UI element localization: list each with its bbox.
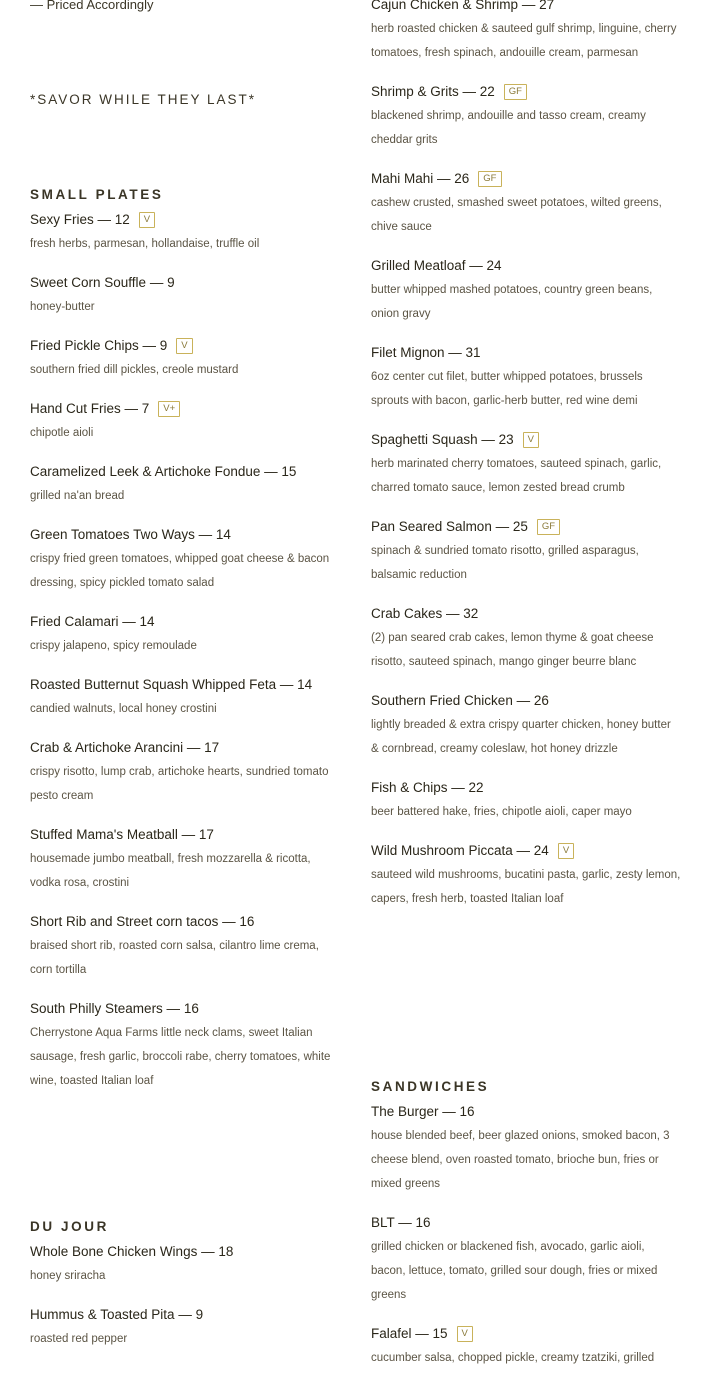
menu-item-description: spinach & sundried tomato risotto, grilled asparagus, balsamic reduction <box>371 545 639 581</box>
menu-item <box>371 170 681 239</box>
menu-item-name: Pan Seared Salmon — 25 <box>371 519 528 534</box>
menu-item-name: Sweet Corn Souffle — 9 <box>30 275 175 290</box>
menu-item-name: Grilled Meatloaf — 24 <box>371 258 502 273</box>
menu-item-description: crispy risotto, lump crab, artichoke hearts, sundried tomato pesto cream <box>30 766 329 802</box>
dietary-badge: GF <box>504 84 527 100</box>
menu-item-description: roasted red pepper <box>30 1333 128 1345</box>
menu-item-name: Caramelized Leek & Artichoke Fondue — 15 <box>30 464 297 479</box>
menu-item <box>30 526 335 595</box>
menu-item-name: Crab & Artichoke Arancini — 17 <box>30 740 220 755</box>
menu-item-title <box>30 211 335 229</box>
menu-item <box>30 913 335 982</box>
dietary-badge: V <box>558 843 574 859</box>
menu-item-description: lightly breaded & extra crispy quarter chicken, honey butter & cornbread, creamy coleslaw, hot honey drizzle <box>371 719 671 755</box>
menu-item-description: honey sriracha <box>30 1270 106 1282</box>
menu-item <box>371 605 681 674</box>
menu-item-description: cashew crusted, smashed sweet potatoes, wilted greens, chive sauce <box>371 197 662 233</box>
menu-item-title <box>371 518 681 536</box>
menu-item-description: chipotle aioli <box>30 427 94 439</box>
dietary-badge: V+ <box>158 401 180 417</box>
menu-item-title <box>371 1214 681 1232</box>
sandwiches-list <box>371 1103 681 1370</box>
menu-item <box>371 842 681 911</box>
menu-item-name: Green Tomatoes Two Ways — 14 <box>30 527 231 542</box>
menu-item-name: Sexy Fries — 12 <box>30 212 130 227</box>
menu-item <box>30 739 335 808</box>
dietary-badge: V <box>176 338 192 354</box>
menu-item-title <box>371 692 681 710</box>
section-title-sandwiches: SANDWICHES <box>371 1079 490 1094</box>
menu-item-title <box>30 274 335 292</box>
menu-item-description: braised short rib, roasted corn salsa, cilantro lime crema, corn tortilla <box>30 940 319 976</box>
menu-item <box>371 1214 681 1307</box>
menu-item-title <box>30 1000 335 1018</box>
menu-item-title <box>371 779 681 797</box>
priced-accordingly-note: — Priced Accordingly <box>30 0 154 12</box>
menu-item-name: South Philly Steamers — 16 <box>30 1001 199 1016</box>
special-heading: *SAVOR WHILE THEY LAST* <box>30 92 257 107</box>
menu-item-description: crispy jalapeno, spicy remoulade <box>30 640 197 652</box>
menu-item-title <box>30 400 335 418</box>
menu-item <box>30 613 335 658</box>
menu-item-name: The Burger — 16 <box>371 1104 475 1119</box>
menu-item-name: Fried Pickle Chips — 9 <box>30 338 168 353</box>
menu-item-description: 6oz center cut filet, butter whipped potatoes, brussels sprouts with bacon, garlic-herb butter, red wine demi <box>371 371 643 407</box>
menu-item-title <box>371 842 681 860</box>
menu-item-description: grilled na'an bread <box>30 490 125 502</box>
menu-item-title <box>371 431 681 449</box>
dietary-badge: GF <box>537 519 560 535</box>
menu-item-description: sauteed wild mushrooms, bucatini pasta, garlic, zesty lemon, capers, fresh herb, toasted Italian loaf <box>371 869 681 905</box>
menu-item <box>371 344 681 413</box>
menu-item-description: herb roasted chicken & sauteed gulf shrimp, linguine, cherry tomatoes, fresh spinach, andouille cream, parmesan <box>371 23 677 59</box>
menu-item <box>371 257 681 326</box>
menu-item-title <box>30 463 335 481</box>
menu-item <box>371 1103 681 1196</box>
menu-item-description: cucumber salsa, chopped pickle, creamy tzatziki, grilled <box>371 1352 655 1364</box>
menu-item-description: house blended beef, beer glazed onions, smoked bacon, 3 cheese blend, oven roasted tomato, brioche bun, fries or mixed greens <box>371 1130 670 1190</box>
menu-item-name: Short Rib and Street corn tacos — 16 <box>30 914 255 929</box>
menu-item-description: butter whipped mashed potatoes, country green beans, onion gravy <box>371 284 653 320</box>
menu-item-title <box>371 344 681 362</box>
du-jour-section <box>30 1219 335 1351</box>
menu-item <box>371 0 681 65</box>
menu-item-description: blackened shrimp, andouille and tasso cream, creamy cheddar grits <box>371 110 646 146</box>
menu-item-title <box>30 739 335 757</box>
dietary-badge: V <box>523 432 539 448</box>
dietary-badge: GF <box>478 171 501 187</box>
entrees-list <box>371 0 681 911</box>
menu-item-name: Falafel — 15 <box>371 1326 448 1341</box>
menu-item <box>30 211 335 256</box>
menu-item-description: herb marinated cherry tomatoes, sauteed spinach, garlic, charred tomato sauce, lemon zested bread crumb <box>371 458 662 494</box>
menu-item-name: BLT — 16 <box>371 1215 431 1230</box>
menu-item-name: Roasted Butternut Squash Whipped Feta — 14 <box>30 677 313 692</box>
menu-item-title <box>30 613 335 631</box>
menu-item-title <box>30 337 335 355</box>
menu-item-name: Southern Fried Chicken — 26 <box>371 693 549 708</box>
menu-item-description: honey-butter <box>30 301 95 313</box>
menu-item-name: Fish & Chips — 22 <box>371 780 484 795</box>
menu-item-name: Shrimp & Grits — 22 <box>371 84 495 99</box>
sandwiches-section <box>371 1079 681 1370</box>
menu-item-title <box>371 257 681 275</box>
menu-item-title <box>371 0 681 14</box>
small-plates-list <box>30 211 335 1093</box>
menu-item-name: Hummus & Toasted Pita — 9 <box>30 1307 204 1322</box>
dietary-badge: V <box>139 212 155 228</box>
menu-item <box>30 1243 335 1288</box>
section-title-du-jour: DU JOUR <box>30 1219 109 1234</box>
menu-item-description: beer battered hake, fries, chipotle aioli, caper mayo <box>371 806 632 818</box>
menu-item <box>30 826 335 895</box>
section-title-small-plates: SMALL PLATES <box>30 187 164 202</box>
entrees-section <box>371 0 681 911</box>
menu-item-name: Crab Cakes — 32 <box>371 606 479 621</box>
menu-item <box>371 83 681 152</box>
dietary-badge: V <box>457 1326 473 1342</box>
menu-item-name: Whole Bone Chicken Wings — 18 <box>30 1244 234 1259</box>
menu-item-name: Cajun Chicken & Shrimp — 27 <box>371 0 555 12</box>
menu-item-title <box>30 826 335 844</box>
menu-item <box>30 676 335 721</box>
menu-item-description: Cherrystone Aqua Farms little neck clams, sweet Italian sausage, fresh garlic, broccoli rabe, cherry tomatoes, white wine, toasted Italian loaf <box>30 1027 331 1087</box>
menu-item-description: housemade jumbo meatball, fresh mozzarella & ricotta, vodka rosa, crostini <box>30 853 311 889</box>
menu-item <box>30 274 335 319</box>
menu-item <box>371 431 681 500</box>
menu-item-name: Wild Mushroom Piccata — 24 <box>371 843 549 858</box>
menu-item-title <box>30 526 335 544</box>
menu-item <box>30 1000 335 1093</box>
menu-item-title <box>371 605 681 623</box>
menu-item-description: grilled chicken or blackened fish, avocado, garlic aioli, bacon, lettuce, tomato, grilled sour dough, fries or mixed greens <box>371 1241 658 1301</box>
menu-item-title <box>371 1103 681 1121</box>
menu-item <box>30 463 335 508</box>
menu-item-name: Fried Calamari — 14 <box>30 614 155 629</box>
menu-item-name: Filet Mignon — 31 <box>371 345 481 360</box>
menu-item-name: Mahi Mahi — 26 <box>371 171 470 186</box>
menu-item-title <box>30 676 335 694</box>
menu-item <box>371 518 681 587</box>
menu-item-description: crispy fried green tomatoes, whipped goat cheese & bacon dressing, spicy pickled tomato salad <box>30 553 330 589</box>
menu-item <box>30 1306 335 1351</box>
menu-item-description: candied walnuts, local honey crostini <box>30 703 217 715</box>
menu-item-name: Spaghetti Squash — 23 <box>371 432 514 447</box>
menu-item-title <box>30 1306 335 1324</box>
menu-item <box>371 1325 681 1370</box>
menu-item-title <box>371 170 681 188</box>
menu-item-title <box>30 1243 335 1261</box>
menu-item <box>30 400 335 445</box>
menu-item-title <box>371 83 681 101</box>
menu-item-title <box>371 1325 681 1343</box>
menu-item <box>30 337 335 382</box>
menu-item-description: fresh herbs, parmesan, hollandaise, truffle oil <box>30 238 260 250</box>
menu-item-name: Hand Cut Fries — 7 <box>30 401 150 416</box>
menu-item-description: southern fried dill pickles, creole mustard <box>30 364 239 376</box>
menu-item-title <box>30 913 335 931</box>
menu-item <box>371 779 681 824</box>
small-plates-section <box>30 187 335 1093</box>
menu-item <box>371 692 681 761</box>
menu-item-description: (2) pan seared crab cakes, lemon thyme & goat cheese risotto, sauteed spinach, mango ginger beurre blanc <box>371 632 654 668</box>
du-jour-list <box>30 1243 335 1351</box>
menu-item-name: Stuffed Mama's Meatball — 17 <box>30 827 214 842</box>
